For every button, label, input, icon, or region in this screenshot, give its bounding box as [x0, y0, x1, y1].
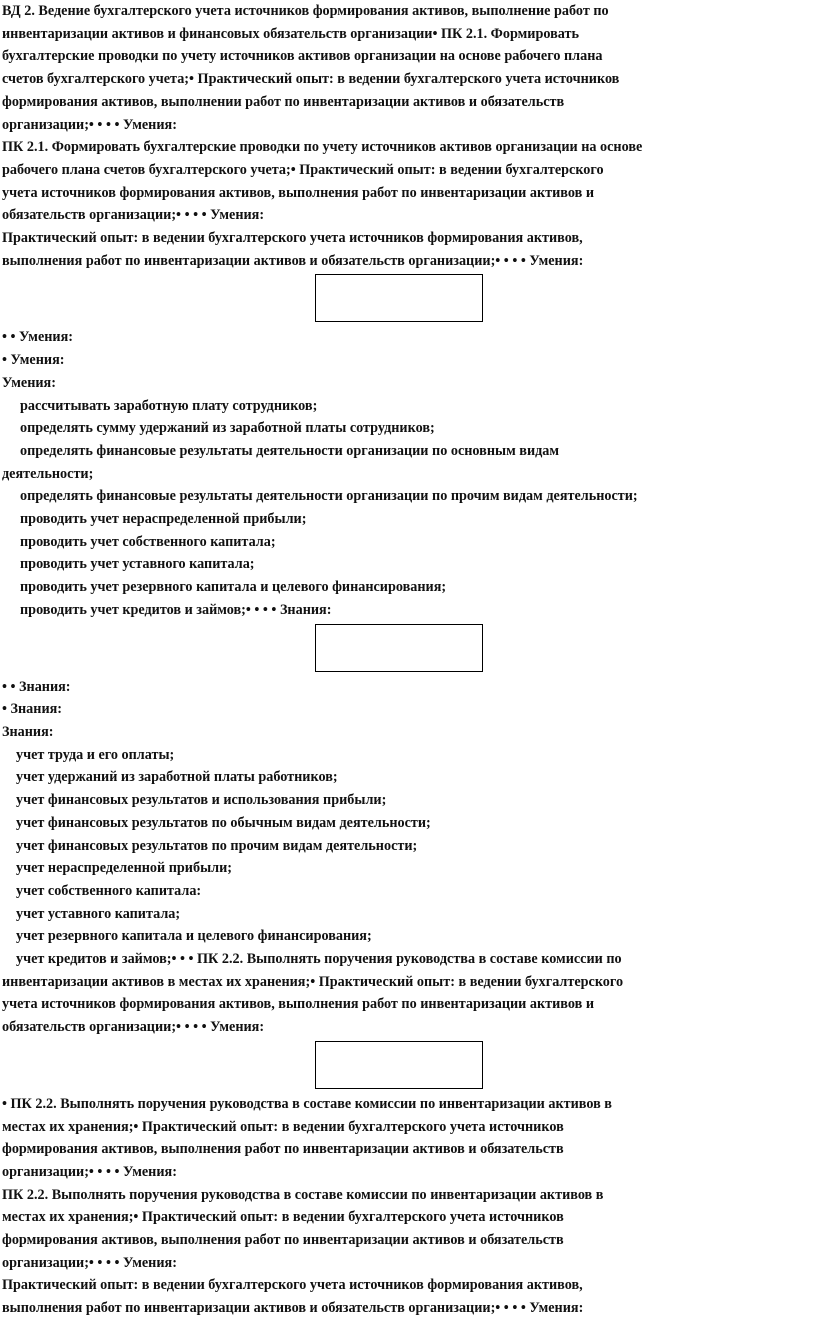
list-item-continuation: деятельности; [2, 465, 94, 482]
list-item: учет труда и его оплаты; [16, 746, 175, 763]
list-item: учет собственного капитала: [16, 882, 202, 899]
list-item: учет резервного капитала и целевого финансирования; [16, 928, 372, 945]
list-item: определять финансовые результаты деятельности организации по прочим видам деятельности; [20, 488, 638, 505]
text-line: ВД 2. Ведение бухгалтерского учета источников формирования активов, выполнение работ по [2, 3, 609, 19]
list-item: определять сумму удержаний из заработной платы сотрудников; [20, 420, 435, 437]
text-line: местах их хранения;• Практический опыт: в ведении бухгалтерского учета источников [2, 1118, 564, 1135]
text-line: организации;• • • • Умения: [2, 1254, 177, 1271]
empty-frame-box [315, 1041, 483, 1089]
heading-line: Умения: [2, 374, 56, 391]
list-item: учет кредитов и займов;• • • ПК 2.2. Выполнять поручения руководства в составе комиссии по [16, 951, 622, 968]
text-line: организации;• • • • Умения: [2, 116, 177, 133]
empty-frame-box [315, 624, 483, 672]
text-line: учета источников формирования активов, выполнения работ по инвентаризации активов и [2, 184, 594, 201]
list-item: проводить учет уставного капитала; [20, 556, 255, 573]
text-line: обязательств организации;• • • • Умения: [2, 1019, 265, 1036]
text-line: формирования активов, выполнения работ по инвентаризации активов и обязательств [2, 1141, 564, 1158]
heading-line: • • Знания: [2, 678, 71, 695]
list-item: учет финансовых результатов по обычным видам деятельности; [16, 814, 431, 831]
text-line: учета источников формирования активов, выполнения работ по инвентаризации активов и [2, 996, 594, 1013]
text-line: ПК 2.2. Выполнять поручения руководства в составе комиссии по инвентаризации активов в [2, 1186, 604, 1203]
heading-line: Знания: [2, 723, 54, 740]
list-item: учет финансовых результатов по прочим видам деятельности; [16, 837, 418, 854]
text-line: формирования активов, выполнении работ по инвентаризации активов и обязательств [2, 93, 565, 110]
text-line: местах их хранения;• Практический опыт: в ведении бухгалтерского учета источников [2, 1209, 564, 1226]
list-item: учет финансовых результатов и использования прибыли; [16, 792, 387, 809]
heading-line: • • Умения: [2, 329, 73, 346]
list-item: учет уставного капитала; [16, 905, 181, 922]
list-item: рассчитывать заработную плату сотрудников; [20, 397, 318, 414]
text-line: инвентаризации активов в местах их хранения;• Практический опыт: в ведении бухгалтерского [2, 973, 624, 990]
text-line: обязательств организации;• • • • Умения: [2, 207, 265, 224]
list-item: учет нераспределенной прибыли; [16, 860, 232, 877]
section-skills [2, 326, 812, 621]
empty-frame-box [315, 274, 483, 322]
list-item: проводить учет нераспределенной прибыли; [20, 511, 307, 528]
text-line: выполнения работ по инвентаризации активов и обязательств организации;• • • • Умения: [2, 1300, 584, 1317]
list-item: учет удержаний из заработной платы работников; [16, 769, 338, 786]
heading-line: • Умения: [2, 352, 65, 369]
text-line: • ПК 2.2. Выполнять поручения руководства в составе комиссии по инвентаризации активов в [2, 1095, 612, 1112]
text-line: рабочего плана счетов бухгалтерского учета;• Практический опыт: в ведении бухгалтерского [2, 161, 604, 178]
list-item: проводить учет резервного капитала и целевого финансирования; [20, 579, 447, 596]
list-item: проводить учет кредитов и займов;• • • • Знания: [20, 601, 332, 618]
text-line: бухгалтерские проводки по учету источников активов организации на основе рабочего плана [2, 48, 603, 65]
document-page [2, 0, 812, 1320]
section-intro [2, 0, 812, 272]
text-line: организации;• • • • Умения: [2, 1163, 177, 1180]
text-line: выполнения работ по инвентаризации активов и обязательств организации;• • • • Умения: [2, 252, 584, 269]
text-line: ПК 2.1. Формировать бухгалтерские проводки по учету источников активов организации на основе [2, 139, 643, 156]
list-item: проводить учет собственного капитала; [20, 533, 276, 550]
text-line: Практический опыт: в ведении бухгалтерского учета источников формирования активов, [2, 230, 583, 247]
text-line: счетов бухгалтерского учета;• Практический опыт: в ведении бухгалтерского учета источников [2, 71, 620, 88]
text-line: инвентаризации активов и финансовых обязательств организации• ПК 2.1. Формировать [2, 25, 579, 42]
list-item: определять финансовые результаты деятельности организации по основным видам [20, 442, 560, 459]
text-line: формирования активов, выполнения работ по инвентаризации активов и обязательств [2, 1232, 564, 1249]
section-pk22 [2, 1093, 812, 1320]
section-knowledge [2, 676, 812, 1039]
text-line: Практический опыт: в ведении бухгалтерского учета источников формирования активов, [2, 1277, 583, 1294]
heading-line: • Знания: [2, 701, 63, 718]
